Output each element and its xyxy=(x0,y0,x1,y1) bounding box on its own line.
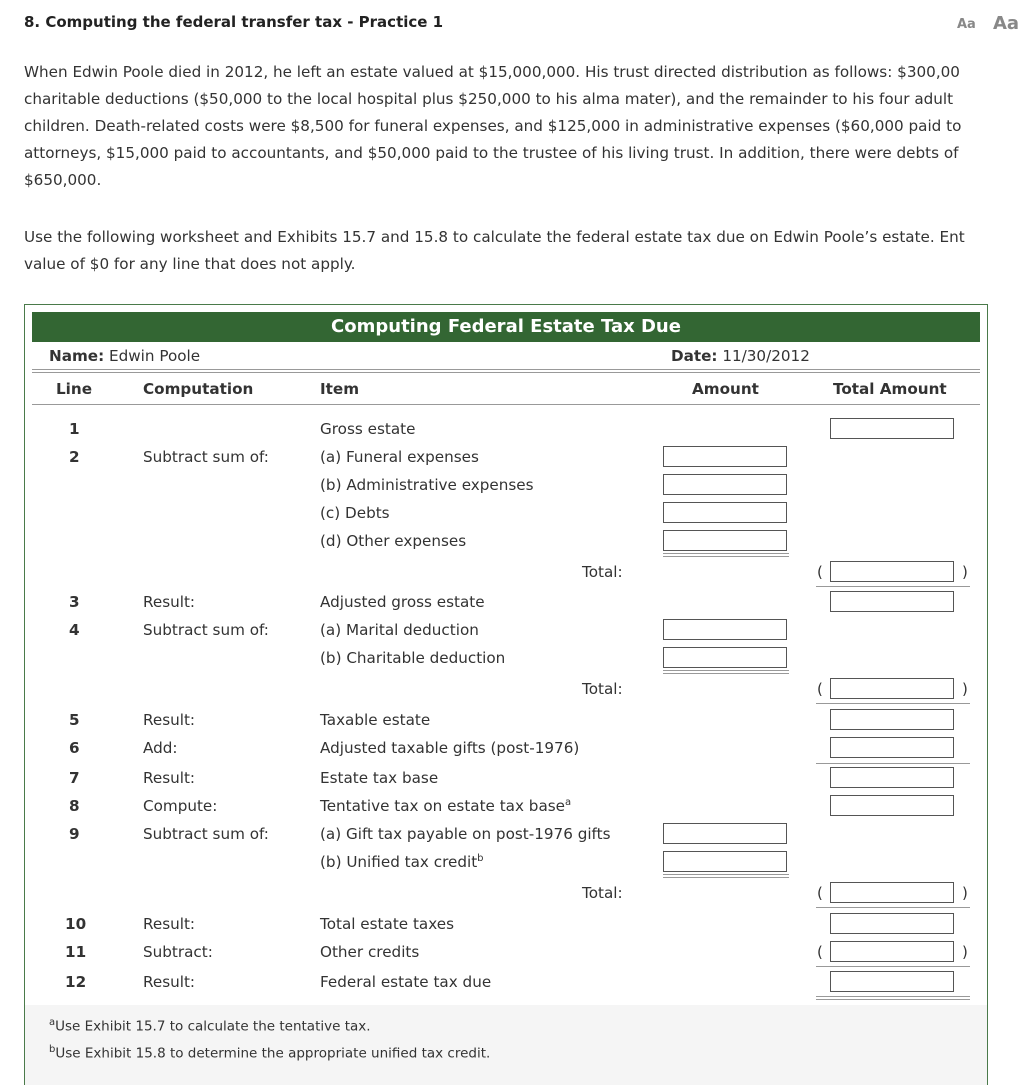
divider xyxy=(32,372,980,373)
page-title: 8. Computing the federal transfer tax - Practice 1 xyxy=(24,13,444,31)
computation-label: Subtract sum of: xyxy=(143,448,269,466)
line-number: 6 xyxy=(69,739,80,757)
funeral-expenses-input[interactable] xyxy=(663,446,787,467)
estate-tax-base-input[interactable] xyxy=(830,767,954,788)
item-gross-estate: Gross estate xyxy=(320,420,416,438)
item-other-credits: Other credits xyxy=(320,943,420,961)
divider xyxy=(32,404,980,405)
line-9-total-input[interactable] xyxy=(830,882,954,903)
computation-label: Result: xyxy=(143,973,196,991)
total-estate-taxes-input[interactable] xyxy=(830,913,954,934)
computation-label: Add: xyxy=(143,739,178,757)
item-federal-estate-tax-due: Federal estate tax due xyxy=(320,973,492,991)
line-number: 12 xyxy=(65,973,87,991)
underline xyxy=(816,763,970,764)
underline xyxy=(663,670,789,674)
date-value: 11/30/2012 xyxy=(722,347,810,365)
problem-line: attorneys, $15,000 paid to accountants, and $50,000 paid to the trustee of his living trust. In addition, there were debts of xyxy=(24,144,959,162)
instruction-line: value of $0 for any line that does not apply. xyxy=(24,255,356,273)
paren-close: ) xyxy=(962,680,968,698)
paren-open: ( xyxy=(817,563,823,581)
problem-line: charitable deductions ($50,000 to the local hospital plus $250,000 to his alma mater), and the remainder to his four adult xyxy=(24,90,954,108)
paren-open: ( xyxy=(817,943,823,961)
computation-label: Subtract sum of: xyxy=(143,825,269,843)
name-label: Name: xyxy=(49,347,105,365)
instructions xyxy=(24,224,1016,278)
line-2-total-input[interactable] xyxy=(830,561,954,582)
adjusted-taxable-gifts-input[interactable] xyxy=(830,737,954,758)
item-total-estate-taxes: Total estate taxes xyxy=(320,915,454,933)
item-charitable-deduction: (b) Charitable deduction xyxy=(320,649,506,667)
line-number: 1 xyxy=(69,420,80,438)
tentative-tax-input[interactable] xyxy=(830,795,954,816)
gift-tax-payable-input[interactable] xyxy=(663,823,787,844)
underline xyxy=(816,586,970,587)
paren-close: ) xyxy=(962,884,968,902)
header-total-amount: Total Amount xyxy=(833,380,947,398)
item-adjusted-gross-estate: Adjusted gross estate xyxy=(320,593,485,611)
problem-line: children. Death-related costs were $8,500 for funeral expenses, and $125,000 in administrative expenses ($60,000 paid to xyxy=(24,117,962,135)
item-debts: (c) Debts xyxy=(320,504,390,522)
line-number: 2 xyxy=(69,448,80,466)
paren-close: ) xyxy=(962,563,968,581)
name-value: Edwin Poole xyxy=(109,347,201,365)
date-field xyxy=(671,347,810,365)
computation-label: Result: xyxy=(143,915,196,933)
paren-open: ( xyxy=(817,680,823,698)
other-expenses-input[interactable] xyxy=(663,530,787,551)
double-underline xyxy=(816,996,970,1000)
line-number: 9 xyxy=(69,825,80,843)
computation-label: Compute: xyxy=(143,797,218,815)
problem-line: When Edwin Poole died in 2012, he left an estate valued at $15,000,000. His trust directed distribution as follows: $300,00 xyxy=(24,63,960,81)
item-tentative-tax: Tentative tax on estate tax base$^a$ xyxy=(320,797,572,816)
line-4-total-input[interactable] xyxy=(830,678,954,699)
instruction-line: Use the following worksheet and Exhibits 15.7 and 15.8 to calculate the federal estate tax due on Edwin Poole’s estate. Ent xyxy=(24,228,965,246)
computation-label: Subtract sum of: xyxy=(143,621,269,639)
unified-tax-credit-input[interactable] xyxy=(663,851,787,872)
item-marital-deduction: (a) Marital deduction xyxy=(320,621,479,639)
marital-deduction-input[interactable] xyxy=(663,619,787,640)
footnote-b-marker: b xyxy=(477,853,484,864)
increase-font-button[interactable]: Aa xyxy=(993,13,1019,34)
computation-label: Result: xyxy=(143,711,196,729)
problem-line: $650,000. xyxy=(24,171,102,189)
item-adjusted-taxable-gifts: Adjusted taxable gifts (post-1976) xyxy=(320,739,580,757)
line-number: 7 xyxy=(69,769,80,787)
date-label: Date: xyxy=(671,347,718,365)
line-number: 11 xyxy=(65,943,87,961)
total-label: Total: xyxy=(582,680,623,698)
computation-label: Result: xyxy=(143,769,196,787)
header-line: Line xyxy=(56,380,92,398)
line-number: 3 xyxy=(69,593,80,611)
problem-statement xyxy=(24,59,1016,194)
taxable-estate-input[interactable] xyxy=(830,709,954,730)
estate-tax-worksheet xyxy=(24,304,988,1085)
line-number: 8 xyxy=(69,797,80,815)
decrease-font-button[interactable]: Aa xyxy=(957,17,976,32)
header-amount: Amount xyxy=(692,380,759,398)
total-label: Total: xyxy=(582,563,623,581)
adjusted-gross-estate-input[interactable] xyxy=(830,591,954,612)
line-number: 10 xyxy=(65,915,87,933)
header-computation: Computation xyxy=(143,380,254,398)
charitable-deduction-input[interactable] xyxy=(663,647,787,668)
footnote-a: $^a$Use Exhibit 15.7 to calculate the tentative tax. xyxy=(49,1017,371,1035)
underline xyxy=(816,907,970,908)
line-number: 4 xyxy=(69,621,80,639)
item-funeral-expenses: (a) Funeral expenses xyxy=(320,448,479,466)
item-estate-tax-base: Estate tax base xyxy=(320,769,439,787)
paren-close: ) xyxy=(962,943,968,961)
computation-label: Subtract: xyxy=(143,943,213,961)
federal-estate-tax-due-input[interactable] xyxy=(830,971,954,992)
line-number: 5 xyxy=(69,711,80,729)
footnote-b: $^b$Use Exhibit 15.8 to determine the appropriate unified tax credit. xyxy=(49,1044,491,1062)
paren-open: ( xyxy=(817,884,823,902)
footnotes xyxy=(25,1005,987,1085)
underline xyxy=(816,703,970,704)
footnote-a-marker: a xyxy=(565,797,572,808)
administrative-expenses-input[interactable] xyxy=(663,474,787,495)
worksheet-title: Computing Federal Estate Tax Due xyxy=(32,312,980,342)
item-unified-tax-credit: (b) Unified tax credit$^b$ xyxy=(320,853,484,872)
computation-label: Result: xyxy=(143,593,196,611)
item-taxable-estate: Taxable estate xyxy=(320,711,431,729)
underline xyxy=(663,553,789,557)
item-gift-tax-payable: (a) Gift tax payable on post-1976 gifts xyxy=(320,825,611,843)
divider xyxy=(32,369,980,370)
header-item: Item xyxy=(320,380,360,398)
item-other-expenses: (d) Other expenses xyxy=(320,532,467,550)
item-administrative-expenses: (b) Administrative expenses xyxy=(320,476,534,494)
underline xyxy=(816,966,970,967)
debts-input[interactable] xyxy=(663,502,787,523)
gross-estate-total-input[interactable] xyxy=(830,418,954,439)
total-label: Total: xyxy=(582,884,623,902)
other-credits-input[interactable] xyxy=(830,941,954,962)
underline xyxy=(663,874,789,878)
name-field xyxy=(49,347,200,365)
